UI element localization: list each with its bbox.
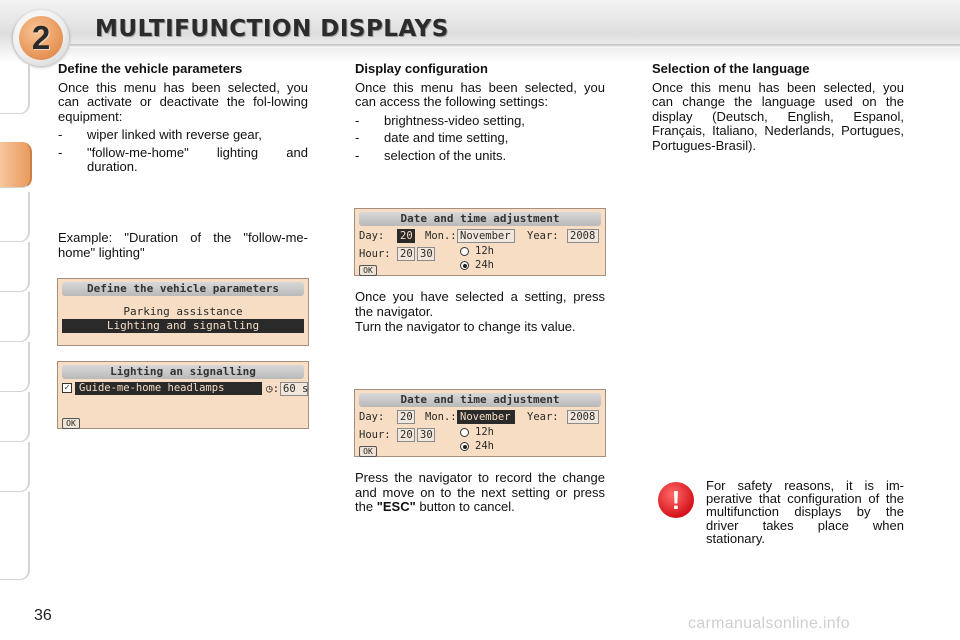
- chapter-tab-7[interactable]: [0, 392, 30, 442]
- turn-navigator-text: Turn the navigator to change its value.: [355, 319, 576, 334]
- hour-label: Hour:: [359, 429, 391, 441]
- header-divider: [70, 44, 960, 48]
- month-label: Mon.:: [425, 411, 457, 423]
- section-title: Display configuration: [355, 61, 488, 76]
- option-24h-label: 24h: [475, 440, 494, 452]
- checkbox-icon: ✓: [62, 383, 72, 393]
- params-menu-screen: [57, 278, 309, 346]
- minute-value: 30: [417, 428, 435, 442]
- chapter-tab-1[interactable]: [0, 64, 30, 114]
- esc-key-label: "ESC": [376, 499, 416, 514]
- hour-value: 20: [397, 428, 415, 442]
- option-12h-label: 12h: [475, 245, 494, 257]
- section-intro: Once this menu has been selected, you can activate or deactivate the fol-lowing equipment:: [58, 79, 308, 124]
- option-12h-label: 12h: [475, 426, 494, 438]
- date-time-screen-month: [354, 389, 606, 457]
- menu-item-parking-assistance: Parking assistance: [123, 305, 243, 318]
- menu-item-lighting-signalling: Lighting and signalling: [62, 319, 304, 333]
- warning-icon: !: [658, 482, 694, 518]
- section-text: Once this menu has been selected, you can change the language used on the display (Deutsch, English, Espanol, Français, Italiano, Nederlands, Portugues, Portugues-Brasil).: [652, 79, 904, 153]
- hour-value: 20: [397, 247, 415, 261]
- minute-value: 30: [417, 247, 435, 261]
- radio-12h: [460, 428, 469, 437]
- chapter-tab-6[interactable]: [0, 342, 30, 392]
- year-value: 2008: [567, 410, 599, 424]
- chapter-tab-3[interactable]: [0, 192, 30, 242]
- ok-button: OK: [62, 418, 80, 429]
- month-value: November: [457, 229, 515, 243]
- date-time-screen-day: [354, 208, 606, 276]
- radio-24h: [460, 261, 469, 270]
- hour-label: Hour:: [359, 248, 391, 260]
- year-label: Year:: [527, 411, 559, 423]
- chapter-number: 2: [19, 16, 63, 60]
- screen-title: Date and time adjustment: [359, 212, 601, 226]
- radio-24h: [460, 442, 469, 451]
- language-section: [652, 62, 904, 157]
- chapter-tab-5[interactable]: [0, 292, 30, 342]
- month-label: Mon.:: [425, 230, 457, 242]
- list-item: - brightness-video setting,: [355, 112, 525, 128]
- list-item: - "follow-me-home" lighting and duration.: [58, 144, 308, 174]
- example-caption: Example: "Duration of the "follow-me-home" lighting": [58, 230, 308, 260]
- duration-value: 60 s: [280, 382, 308, 396]
- list-item: - selection of the units.: [355, 147, 507, 163]
- day-label: Day:: [359, 411, 385, 423]
- lighting-screen: [57, 361, 309, 429]
- screen-title: Date and time adjustment: [359, 393, 601, 407]
- chapter-badge: [13, 10, 69, 66]
- year-value: 2008: [567, 229, 599, 243]
- watermark: carmanualsonline.info: [688, 615, 850, 632]
- day-value: 20: [397, 229, 415, 243]
- chapter-tab-10[interactable]: [0, 530, 30, 580]
- chapter-tab-8[interactable]: [0, 442, 30, 492]
- section-intro: Once this menu has been selected, you can access the following settings:: [355, 79, 605, 109]
- screen-title: Lighting an signalling: [62, 365, 304, 379]
- list-item: - wiper linked with reverse gear,: [58, 127, 262, 142]
- section-title: Define the vehicle parameters: [58, 61, 243, 76]
- page-number: 36: [34, 607, 52, 624]
- list-item: - date and time setting,: [355, 130, 509, 145]
- select-setting-text: Once you have selected a setting, press the navigator.: [355, 289, 605, 319]
- chapter-tab-2-active[interactable]: [0, 142, 32, 188]
- display-config-section: [355, 62, 605, 166]
- page-title: MULTIFUNCTION DISPLAYS: [95, 16, 449, 42]
- clock-icon: ◷:: [266, 382, 280, 395]
- year-label: Year:: [527, 230, 559, 242]
- safety-warning-text: For safety reasons, it is im-perative that configuration of the multifunction displays by the driver takes place when stationary.: [706, 478, 904, 546]
- screen-title: Define the vehicle parameters: [62, 282, 304, 296]
- day-label: Day:: [359, 230, 385, 242]
- month-value: November: [457, 410, 515, 424]
- ok-button: OK: [359, 446, 377, 457]
- ok-button: OK: [359, 265, 377, 276]
- chapter-tabs: [0, 64, 34, 579]
- section-title: Selection of the language: [652, 61, 810, 76]
- press-navigator-text: Press the navigator to record the change and move on to the next setting or press the "ESC" button to cancel.: [355, 470, 605, 514]
- guide-me-home-row: Guide-me-home headlamps: [75, 382, 262, 395]
- option-24h-label: 24h: [475, 259, 494, 271]
- vehicle-parameters-section: [58, 62, 308, 178]
- radio-12h: [460, 247, 469, 256]
- day-value: 20: [397, 410, 415, 424]
- chapter-tab-4[interactable]: [0, 242, 30, 292]
